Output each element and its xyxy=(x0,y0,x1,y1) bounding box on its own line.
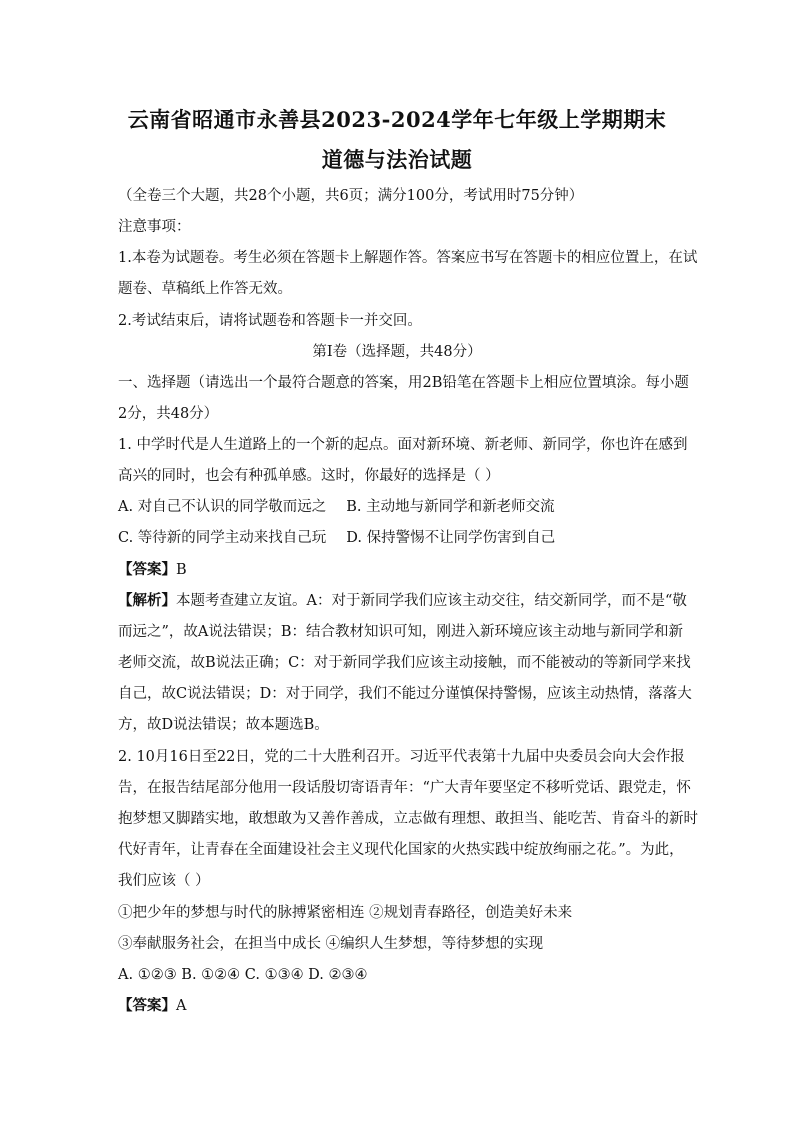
page-subtitle: 道德与法治试题 xyxy=(321,147,473,172)
notice-1-line-1: 1.本卷为试题卷。考生必须在答题卡上解题作答。答案应书写在答题卡的相应位置上，在试 xyxy=(118,250,698,266)
q2-stem-line-2: 告，在报告结尾部分他用一段话殷切寄语青年：“广大青年要坚定不移听党话、跟党走，怀 xyxy=(118,780,691,796)
q1-options-row-2 xyxy=(118,528,678,548)
notice-1-line-2: 题卷、草稿纸上作答无效。 xyxy=(118,281,292,297)
notice-title: 注意事项： xyxy=(118,219,191,235)
q1-option-a: A. 对自己不认识的同学敬而远之 xyxy=(118,499,327,515)
q2-answer-label: 【答案】 xyxy=(118,997,176,1014)
q2-stem-line-4: 代好青年，让青春在全面建设社会主义现代化国家的火热实践中绽放绚丽之花。”。为此， xyxy=(118,842,684,858)
q1-option-c: C. 等待新的同学主动来找自己玩 xyxy=(118,530,327,546)
q2-answer xyxy=(118,996,678,1016)
exam-scope: （全卷三个大题，共28个小题，共6页；满分100分，考试用时75分钟） xyxy=(118,188,584,204)
q1-stem-line-2: 高兴的同时，也会有种孤单感。这时，你最好的选择是（ ） xyxy=(118,468,500,484)
q1-analysis-line-2: 而远之”，故A说法错误；B：结合教材知识可知，刚进入新环境应该主动地与新同学和新 xyxy=(118,624,684,640)
q1-analysis-label: 【解析】 xyxy=(118,592,176,609)
notice-2: 2.考试结束后，请将试题卷和答题卡一并交回。 xyxy=(118,313,422,329)
q1-stem-line-1: 1. 中学时代是人生道路上的一个新的起点。面对新环境、新老师、新同学，你也许在感到 xyxy=(118,437,688,453)
q1-option-b: B. 主动地与新同学和新老师交流 xyxy=(346,499,555,515)
q1-analysis-line-4: 自己，故C说法错误；D：对于同学，我们不能过分谨慎保持警惕，应该主动热情，落落大 xyxy=(118,686,692,702)
section-1-heading-line-1: 一、选择题（请选出一个最符合题意的答案，用2B铅笔在答题卡上相应位置填涂。每小题 xyxy=(118,375,689,391)
q1-analysis-line-1 xyxy=(118,591,687,611)
q1-answer-value: B xyxy=(176,562,187,578)
section-1-heading-line-2: 2分，共48分） xyxy=(118,406,219,422)
q1-options-row-1 xyxy=(118,497,678,517)
page-title: 云南省昭通市永善县2023-2024学年七年级上学期期末 xyxy=(127,107,667,132)
q2-answer-value: A xyxy=(176,998,187,1014)
q1-option-d: D. 保持警惕不让同学伤害到自己 xyxy=(346,530,556,546)
q2-stem-line-5: 我们应该（ ） xyxy=(118,873,210,889)
q2-stem-line-3: 抱梦想又脚踏实地，敢想敢为又善作善成，立志做有理想、敢担当、能吃苦、肯奋斗的新时 xyxy=(118,811,698,827)
q1-analysis-line-5: 方，故D说法错误；故本题选B。 xyxy=(118,717,329,733)
q2-options: A. ①②③ B. ①②④ C. ①③④ D. ②③④ xyxy=(118,967,368,983)
part-1-title: 第Ⅰ卷（选择题，共48分） xyxy=(312,344,482,360)
q2-items-3-4: ③奉献服务社会，在担当中成长 ④编织人生梦想，等待梦想的实现 xyxy=(118,936,544,952)
q2-items-1-2: ①把少年的梦想与时代的脉搏紧密相连 ②规划青春路径，创造美好未来 xyxy=(118,905,573,921)
q1-answer-label: 【答案】 xyxy=(118,561,176,578)
q2-stem-line-1: 2. 10月16日至22日，党的二十大胜利召开。习近平代表第十九届中央委员会向大会作报 xyxy=(118,749,685,765)
q1-analysis-line-3: 老师交流，故B说法正确；C：对于新同学我们应该主动接触，而不能被动的等新同学来找 xyxy=(118,655,691,671)
q1-answer xyxy=(118,560,678,580)
q1-analysis-text-1: 本题考查建立友谊。A：对于新同学我们应该主动交往，结交新同学，而不是“敬 xyxy=(176,593,687,609)
